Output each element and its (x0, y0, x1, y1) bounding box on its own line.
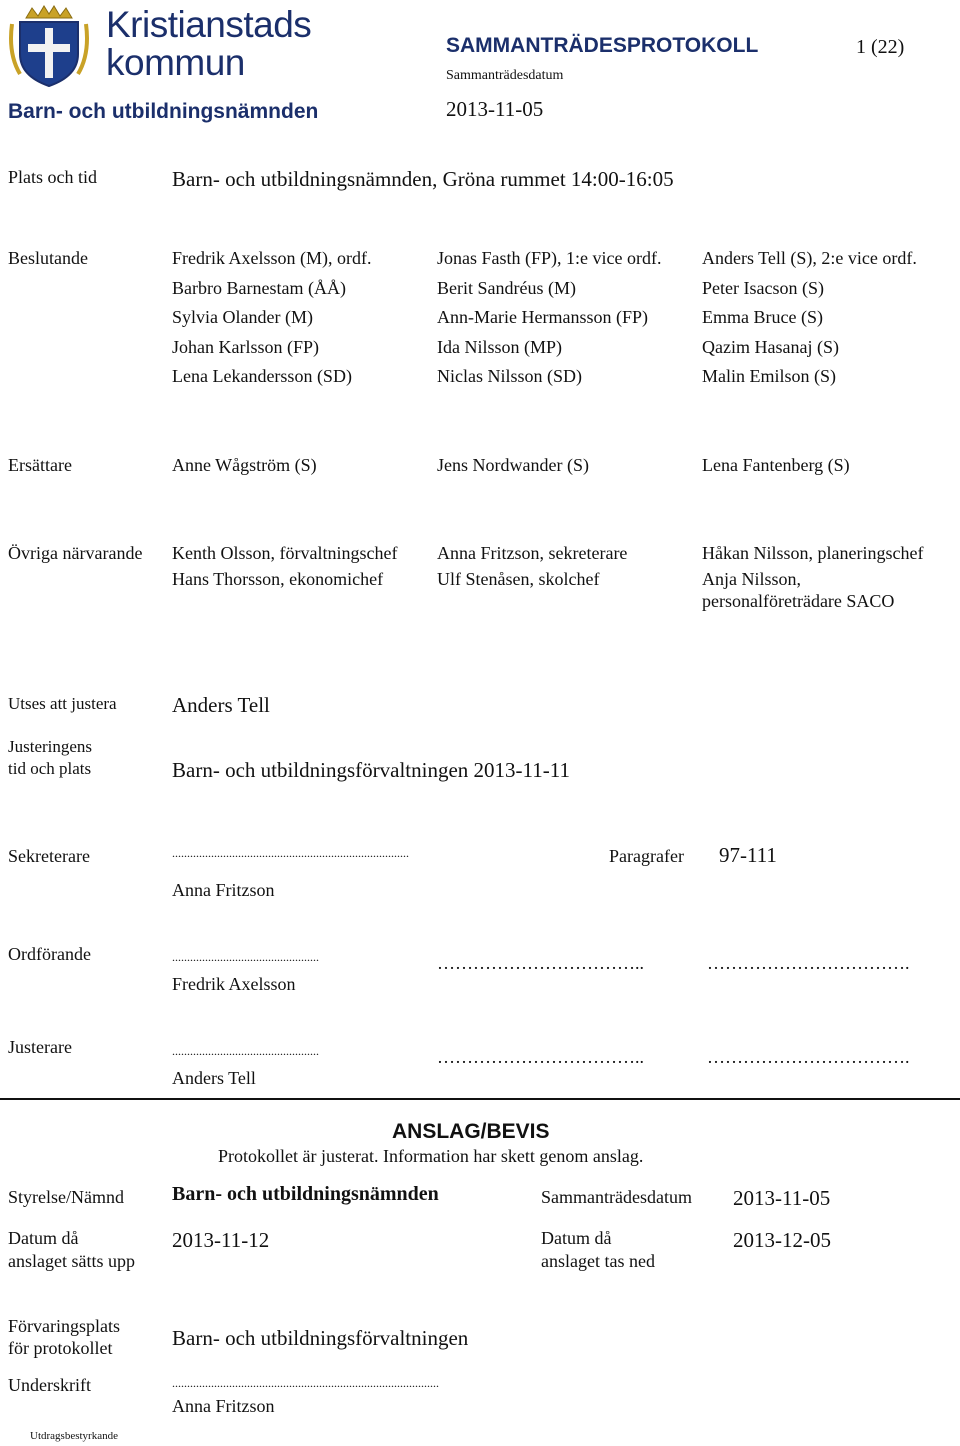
storage-label-2: för protokollet (8, 1338, 113, 1358)
logo-line-1: Kristianstads (106, 4, 312, 45)
list-item: Sylvia Olander (M) (172, 307, 313, 327)
list-item: Ida Nilsson (MP) (437, 337, 562, 357)
list-item: Fredrik Axelsson (M), ordf. (172, 248, 372, 268)
list-item: Malin Emilson (S) (702, 366, 836, 386)
list-item: Emma Bruce (S) (702, 307, 823, 327)
removed-label-2: anslaget tas ned (541, 1251, 655, 1271)
place-time-value: Barn- och utbildningsnämnden, Gröna rummet 14:00-16:05 (172, 167, 674, 191)
section-divider (0, 1098, 960, 1100)
list-item: Jens Nordwander (S) (437, 455, 589, 475)
posted-label-2: anslaget sätts upp (8, 1251, 135, 1271)
municipal-crest (8, 4, 90, 88)
secretary-name: Anna Fritzson (172, 880, 275, 900)
adjuster-value: Anders Tell (172, 693, 270, 717)
list-item: personalföreträdare SACO (702, 591, 895, 611)
board-label: Styrelse/Nämnd (8, 1187, 124, 1207)
signature-line: …………………………….. (437, 1047, 644, 1067)
chair-signature-line: ................................................. (172, 950, 319, 964)
list-item: Anna Fritzson, sekreterare (437, 543, 628, 563)
board-name: Barn- och utbildningsnämnden (8, 100, 319, 123)
paragraphs-value: 97-111 (719, 843, 777, 867)
signature-line: …………………………….. (437, 953, 644, 973)
removed-label-1: Datum då (541, 1228, 612, 1248)
list-item: Kenth Olsson, förvaltningschef (172, 543, 398, 563)
list-item: Johan Karlsson (FP) (172, 337, 319, 357)
chair-name: Fredrik Axelsson (172, 974, 296, 994)
deciding-label: Beslutande (8, 248, 88, 268)
adjust-place-label-2: tid och plats (8, 759, 92, 778)
storage-label-1: Förvaringsplats (8, 1316, 120, 1336)
list-item: Håkan Nilsson, planeringschef (702, 543, 924, 563)
document-type: SAMMANTRÄDESPROTOKOLL (446, 34, 759, 57)
board-value: Barn- och utbildningsnämnden (172, 1183, 439, 1205)
list-item: Jonas Fasth (FP), 1:e vice ordf. (437, 248, 662, 268)
storage-value: Barn- och utbildningsförvaltningen (172, 1326, 469, 1350)
chair-label: Ordförande (8, 944, 91, 964)
list-item: Anja Nilsson, (702, 569, 801, 589)
removed-date: 2013-12-05 (733, 1228, 831, 1252)
meeting-date-label: Sammanträdesdatum (446, 68, 564, 83)
adjuster-sign-label: Justerare (8, 1037, 72, 1057)
signature-line: ……………………………. (707, 953, 910, 973)
signature-label: Underskrift (8, 1375, 91, 1395)
list-item: Lena Lekandersson (SD) (172, 366, 352, 386)
list-item: Qazim Hasanaj (S) (702, 337, 839, 357)
list-item: Anne Wågström (S) (172, 455, 317, 475)
signature-name: Anna Fritzson (172, 1396, 275, 1416)
adjuster-name: Anders Tell (172, 1068, 256, 1088)
logo-line-2: kommun (106, 42, 245, 83)
list-item: Anders Tell (S), 2:e vice ordf. (702, 248, 917, 268)
adjust-place-value: Barn- och utbildningsförvaltningen 2013-11-11 (172, 758, 570, 782)
paragraphs-label: Paragrafer (609, 846, 684, 866)
meeting-date-2: 2013-11-05 (733, 1186, 831, 1210)
list-item: Niclas Nilsson (SD) (437, 366, 582, 386)
notice-subtitle: Protokollet är justerat. Information har skett genom anslag. (218, 1146, 644, 1166)
list-item: Ulf Stenåsen, skolchef (437, 569, 600, 589)
meeting-date: 2013-11-05 (446, 97, 544, 121)
adjuster-signature-line: ................................................. (172, 1044, 319, 1058)
secretary-signature-line: ............................................................................... (172, 846, 409, 860)
secretary-label: Sekreterare (8, 846, 90, 866)
list-item: Ann-Marie Hermansson (FP) (437, 307, 648, 327)
footer-note: Utdragsbestyrkande (30, 1430, 118, 1442)
posted-label-1: Datum då (8, 1228, 79, 1248)
substitutes-label: Ersättare (8, 455, 72, 475)
posted-date: 2013-11-12 (172, 1228, 270, 1252)
list-item: Berit Sandréus (M) (437, 278, 576, 298)
others-label: Övriga närvarande (8, 543, 143, 563)
place-time-label: Plats och tid (8, 167, 97, 187)
notice-title: ANSLAG/BEVIS (392, 1120, 550, 1143)
notice-signature-line: ......................................................................................... (172, 1376, 439, 1390)
adjuster-label: Utses att justera (8, 694, 117, 713)
list-item: Barbro Barnestam (ÅÅ) (172, 278, 346, 298)
list-item: Lena Fantenberg (S) (702, 455, 850, 475)
meeting-date-label-2: Sammanträdesdatum (541, 1187, 692, 1207)
list-item: Peter Isacson (S) (702, 278, 824, 298)
page-number: 1 (22) (856, 36, 905, 58)
list-item: Hans Thorsson, ekonomichef (172, 569, 384, 589)
adjust-place-label-1: Justeringens (8, 737, 93, 756)
signature-line: ……………………………. (707, 1047, 910, 1067)
crest-icon (8, 4, 90, 88)
